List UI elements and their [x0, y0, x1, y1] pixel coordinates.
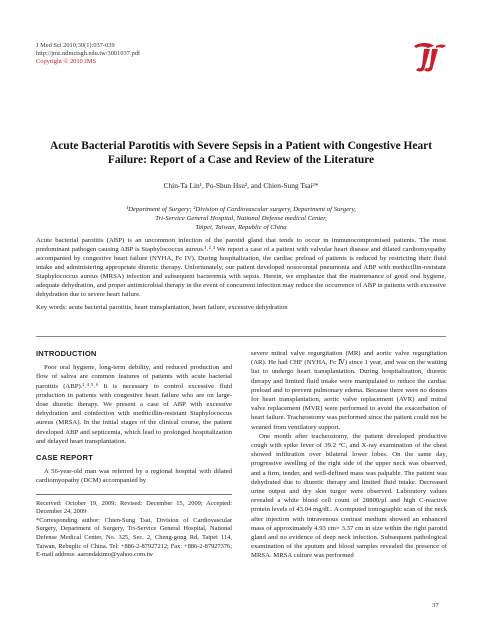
left-column — [36, 349, 232, 560]
footnote-divider — [36, 494, 232, 495]
article-title — [40, 140, 442, 167]
affiliation — [60, 205, 422, 232]
page-number: 37 — [432, 602, 439, 609]
journal-citation: J Med Sci 2010;30(1):037-039 — [36, 42, 115, 49]
abstract — [36, 236, 446, 312]
intro-heading: INTRODUCTION — [36, 349, 97, 358]
right-column — [251, 349, 447, 561]
affiliation-line-1: ¹Department of Surgery; ²Division of Cardiovascular surgery, Department of Surgery, — [126, 206, 356, 213]
copyright-line: Copyright © 2010 JMS — [36, 58, 97, 65]
article-title-line-2: Failure: Report of a Case and Review of the Literature — [107, 153, 375, 166]
abstract-text: Acute bacterial parotitis (ABP) is an uncommon infection of the parotid gland that tends to occur in immunocompromised patients. The most predominant pathogen causing ABP is Staphylococcus aureus.¹˒²˒³ We report a case of a patient with valvular heart disease and dilated cardiomyopathy accompanied by congestive heart failure (NYHA, Fc IV). During hospitalization, the cardiac preload of patients is reduced by restricting their fluid intake and administering appropriate diuretic therapy. Unfortunately, our patient developed nosocomial pneumonia and ABP with methicillin-resistant Staphylococcus aureus (MRSA) infection and subsequent bacteremia with sepsis. Herein, we emphasize that the maintenance of good oral hygiene, adequate dehydration, and proper antimicrobial therapy in the event of concurrent infection may reduce the occurrence of ABP in patients with excessive dehydration due to severe heart failure. — [36, 237, 446, 298]
case-report-heading: CASE REPORT — [36, 453, 94, 463]
journal-url[interactable]: http://jms.ndmctsgh.edu.tw/3001037.pdf — [36, 50, 141, 57]
affiliation-line-2: Tri-Service General Hospital, National Defense medical Center, — [155, 215, 327, 222]
author-list: Chin-Ta Lin¹, Po-Shun Hsu², and Chien-Sung Tsai²* — [163, 181, 319, 190]
journal-header — [36, 42, 140, 66]
case-report-continued: severe mitral valve regurgitation (MR) and aortic valve regurgitation (AR). He had CHF (NYHA, Fc Ⅳ) since 1 year, and was on the waiting list to undergo heart transplantation. During hospitalization, diuretic therapy and limited fluid intake were manipulated to reduce the cardiac preload and to prevent pulmonary edema. Because there were no donors for heart transplantation, aortic valve replacement (AVR) and mitral valve replacement (MVR) were performed to avoid the exacerbation of heart failure. Tracheostomy was performed since the patient could not be weaned from ventilatory support. — [251, 350, 447, 431]
footnote-dates: Received: October 19, 2009; Revised: December 15, 2009; Accepted: December 24, 2009 — [36, 499, 232, 516]
article-title-line-1: Acute Bacterial Parotitis with Severe Sepsis in a Patient with Congestive Heart — [49, 140, 433, 152]
journal-logo-icon — [410, 40, 448, 74]
case-report-paragraph: A 56-year-old man was referred by a regional hospital with dilated cardiomyopathy (DCM) accompanied by — [36, 468, 232, 485]
section-divider — [36, 336, 446, 337]
affiliation-line-3: Taipei, Taiwan, Republic of China — [195, 224, 287, 231]
case-report-paragraph-2: One month after tracheostomy, the patient developed productive cough with spike fever of 39.2 °C, and X-ray examination of the chest showed infiltration over bilateral lower lobes. On the same day, progressive swelling of the right side of the upper neck was observed, and a firm, tender, and well-defined mass was palpable. The patient was dehydrated due to diuretic therapy and limited fluid intake. Decreased urine output and dry skin turgor were observed. Laboratory values revealed a white blood cell count of 28800/μl and high C-reactive protein levels of 43.04 mg/dL. A computed tomographic scan of the neck after injection with intravenous contrast medium showed an enhanced mass of approximately 4.93 cm× 3.37 cm in size within the right parotid gland and no evidence of deep neck infection. Subsequent pathological examination of the sputum and blood samples revealed the presence of MRSA. MRSA culture was performed — [251, 432, 447, 560]
keywords: Key words: acute bacterial parotitis, heart transplantation, heart failure, excessive dehydration — [36, 304, 288, 311]
footnote-corresponding-author: *Corresponding author: Chien-Sung Tsai, Division of Cardiovascular Surgery, Department of Surgery, Tri-Service General Hospital, National Defense Medical Center, No. 325, Sec. 2, Cheng-gong Rd, Taipei 114, Taiwan, Rebuplic of China. Tel: +886-2-87927212; Fax: +886-2-87927376; E-mail address: aarondakimo@yahoo.com.tw — [36, 516, 232, 559]
intro-paragraph: Poor oral hygiene, long-term debility, and reduced production and flow of saliva are common features of patients with acute bacterial parotitis (ABP).²˒⁴˒⁵˒⁶ It is necessary to control excessive fluid production in patients with congestive heart failure who are on large-dose diuretic therapy. We present a case of ABP with excessive dehydration and coinfection with methicillin-resistant Staphylococcus aureus (MRSA). In the initial stages of the clinical course, the patient developed ABP and septicemia, which lead to prolonged hospitalization and delayed heart transplantation. — [36, 364, 232, 445]
